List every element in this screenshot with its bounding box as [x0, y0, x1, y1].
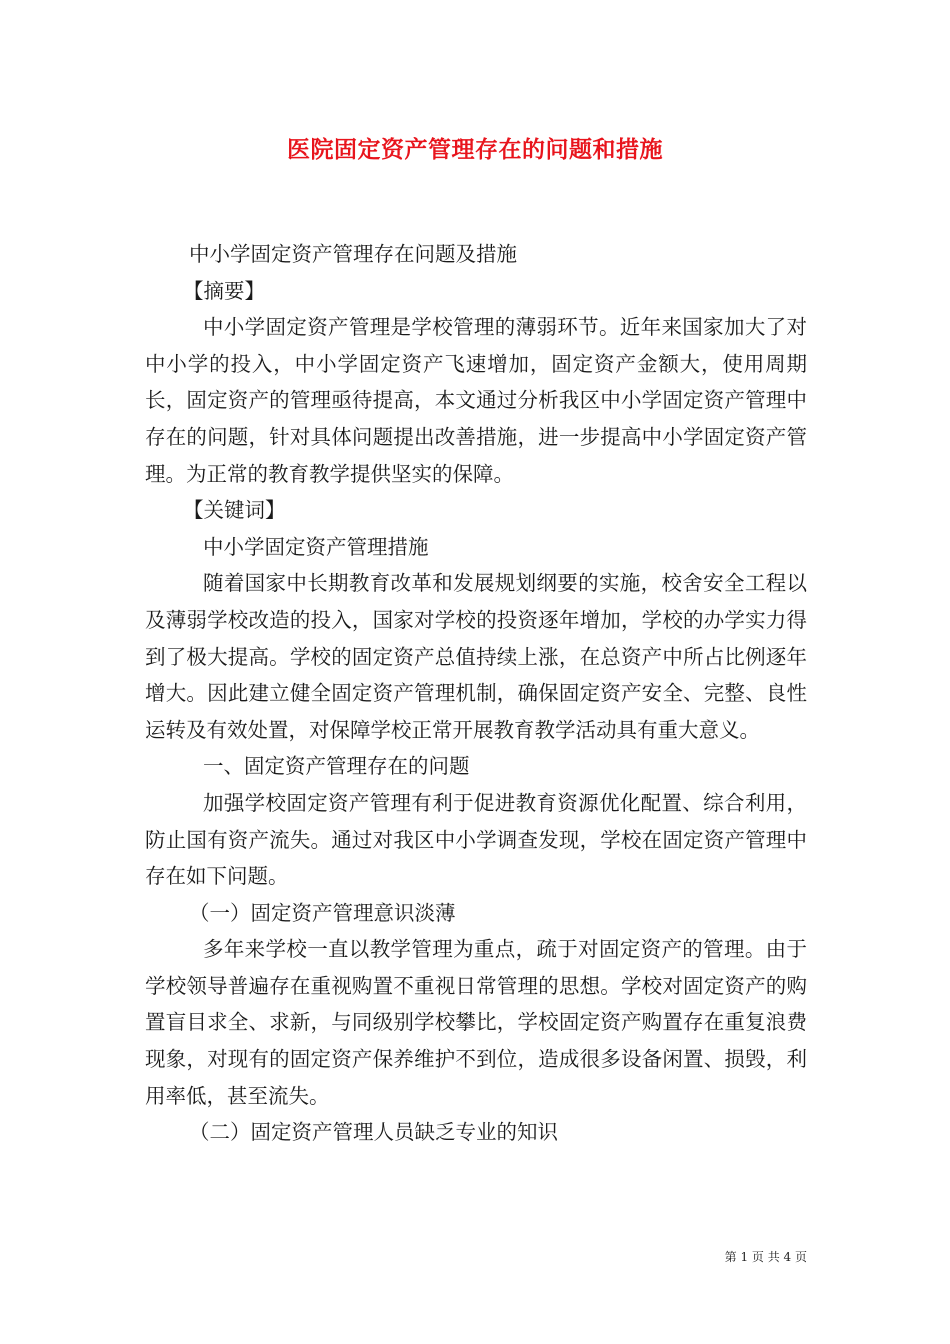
abstract-paragraph: 中小学固定资产管理是学校管理的薄弱环节。近年来国家加大了对中小学的投入，中小学固定资产飞速增加，固定资产金额大，使用周期长，固定资产的管理亟待提高，本文通过分析我区中小学固定资产管理中存在的问题，针对具体问题提出改善措施，进一步提高中小学固定资产管理。为正常的教育教学提供坚实的保障。 — [145, 315, 807, 486]
page-indicator: 第 1 页 共 4 页 — [724, 1250, 807, 1264]
document-body — [145, 236, 807, 1151]
subsection-2-heading: （二）固定资产管理人员缺乏专业的知识 — [189, 1120, 558, 1145]
section-1-heading: 一、固定资产管理存在的问题 — [203, 754, 470, 779]
subsection-1-paragraph: 多年来学校一直以教学管理为重点，疏于对固定资产的管理。由于学校领导普遍存在重视购置不重视日常管理的思想。学校对固定资产的购置盲目求全、求新，与同级别学校攀比，学校固定资产购置存在重复浪费现象，对现有的固定资产保养维护不到位，造成很多设备闲置、损毁，利用率低，甚至流失。 — [145, 937, 807, 1108]
subtitle: 中小学固定资产管理存在问题及措施 — [189, 242, 517, 266]
intro-paragraph: 随着国家中长期教育改革和发展规划纲要的实施，校舍安全工程以及薄弱学校改造的投入，国家对学校的投资逐年增加，学校的办学实力得到了极大提高。学校的固定资产总值持续上涨，在总资产中所占比例逐年增大。因此建立健全固定资产管理机制，确保固定资产安全、完整、良性运转及有效处置，对保障学校正常开展教育教学活动具有重大意义。 — [145, 571, 807, 742]
keywords-label: 【关键词】 — [183, 498, 286, 523]
section-1-paragraph: 加强学校固定资产管理有利于促进教育资源优化配置、综合利用，防止国有资产流失。通过对我区中小学调查发现，学校在固定资产管理中存在如下问题。 — [145, 790, 807, 889]
abstract-label: 【摘要】 — [183, 278, 265, 303]
subsection-1-heading: （一）固定资产管理意识淡薄 — [189, 900, 456, 925]
keywords-paragraph: 中小学固定资产管理措施 — [203, 534, 429, 559]
document-title: 医院固定资产管理存在的问题和措施 — [287, 136, 663, 163]
